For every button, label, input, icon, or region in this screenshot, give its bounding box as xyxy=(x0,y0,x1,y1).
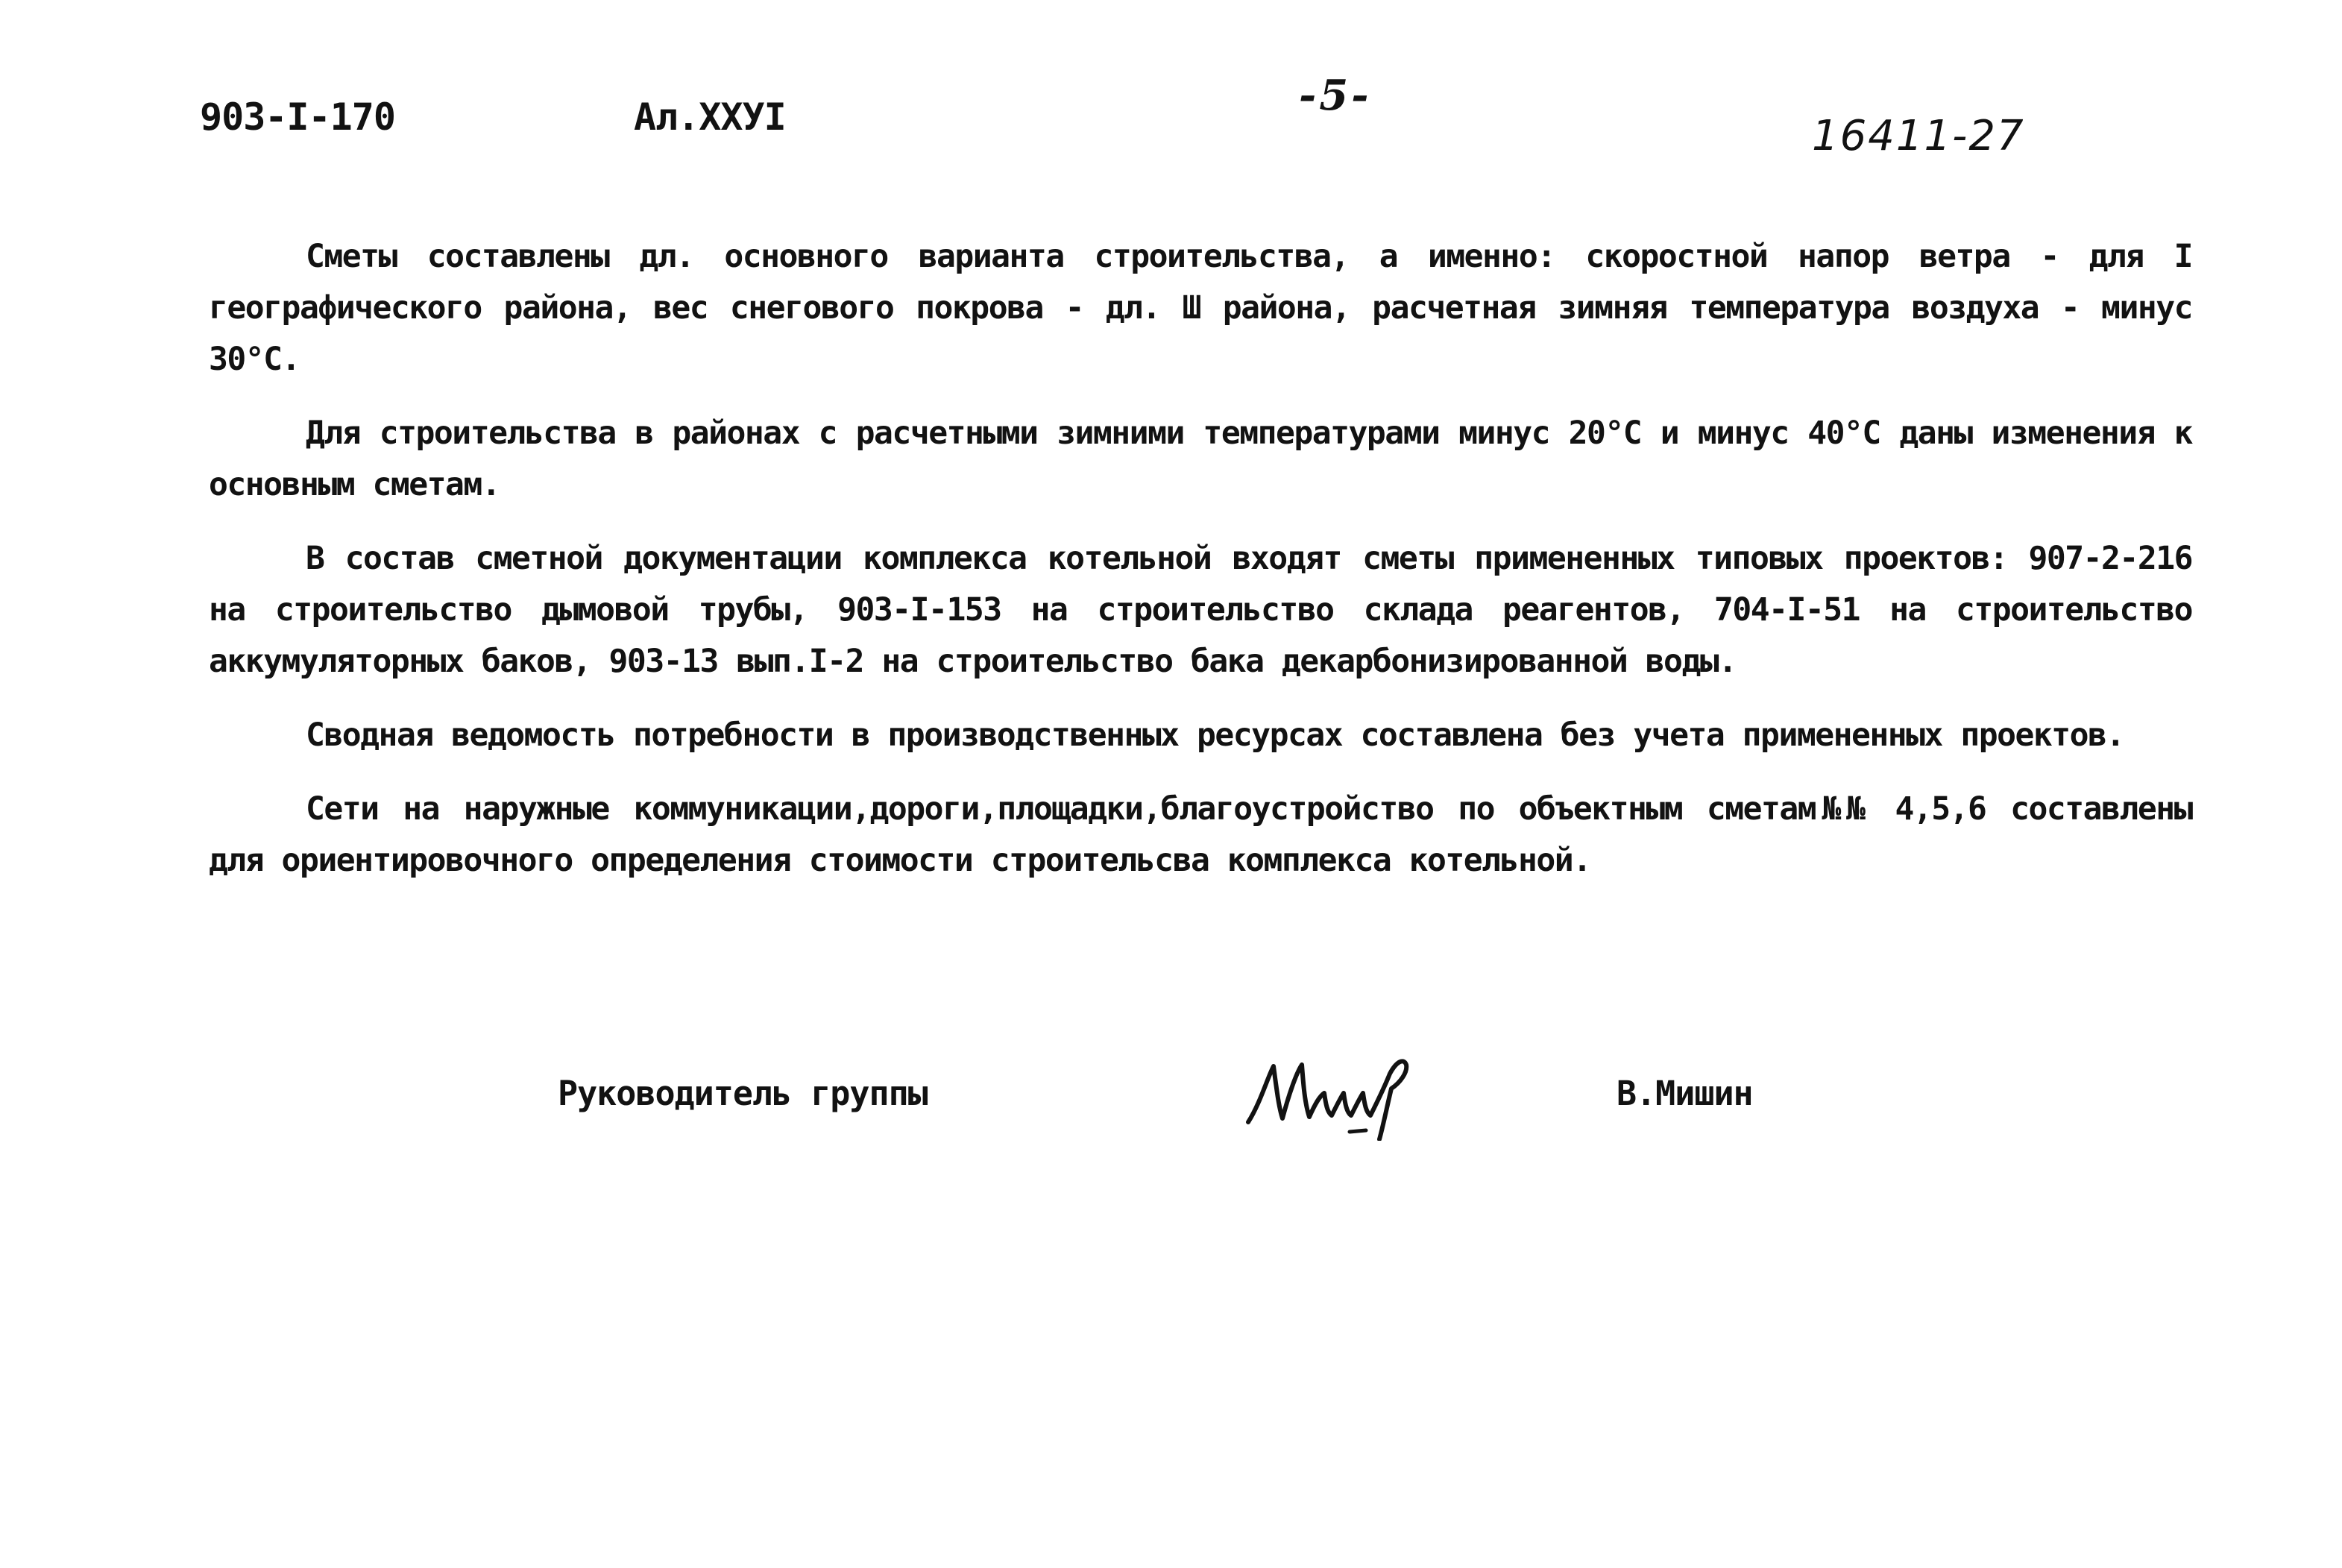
project-code: 903-I-170 xyxy=(200,95,395,139)
signature-block xyxy=(0,1036,2342,1148)
signatory-title: Руководитель группы xyxy=(558,1074,928,1113)
signatory-name: В.Мишин xyxy=(1617,1074,1753,1113)
handwritten-signature xyxy=(1238,1044,1432,1141)
album-number: Ал.XXУI xyxy=(634,95,786,139)
paragraph-external-networks: Сети на наружные коммуникации,дороги,площадки,благоустройство по объектным сметам№№ 4,5,6 составлены для ориентировочного определения стоимости строительсва комплекса котельной. xyxy=(209,790,2192,879)
paragraph-estimate-composition: В состав сметной документации комплекса котельной входят сметы примененных типовых проектов: 907-2-216 на строительство дымовой трубы, 903-I-153 на строительство склада реагентов, 704-I-51 на строительство аккумуляторных баков, 903-13 вып.I-2 на строительство бака декарбонизированной воды. xyxy=(209,540,2192,680)
paragraph-temperature-changes: Для строительства в районах с расчетными зимними температурами минус 20°С и минус 40°С даны изменения к основным сметам. xyxy=(209,415,2192,503)
paragraph-climate-conditions: Сметы составлены дл. основного варианта строительства, а именно: скоростной напор ветра - для I географического района, вес снегового покрова - дл. Ш района, расчетная зимняя температура воздуха - минус 30°С. xyxy=(209,238,2192,378)
page-number: -5- xyxy=(1299,71,1372,120)
inventory-number: 16411-27 xyxy=(1812,112,2025,160)
document-body xyxy=(209,231,2192,909)
paragraph-resource-statement: Сводная ведомость потребности в производственных ресурсах составлена без учета примененных проектов. xyxy=(306,717,2124,754)
